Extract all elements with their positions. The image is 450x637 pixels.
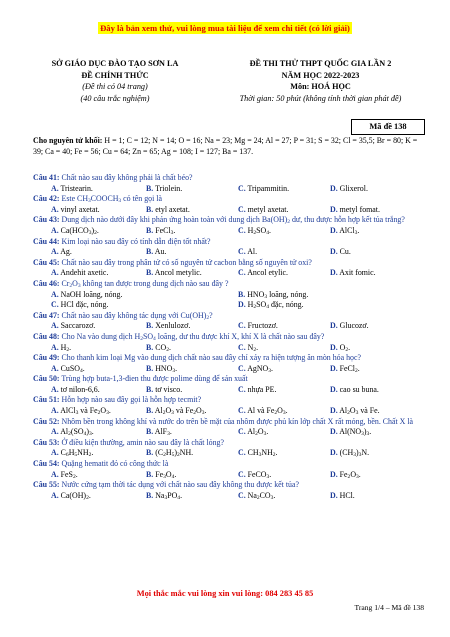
question-number: Câu 54:	[33, 459, 60, 469]
question-stem	[33, 332, 425, 343]
option-letter: C.	[238, 268, 246, 278]
option-text: $HNO_3$ loãng, nóng.	[245, 289, 309, 300]
answer-row	[33, 364, 425, 375]
answer-option-c[interactable]	[238, 184, 330, 195]
option-letter: C.	[238, 490, 246, 500]
option-text: FeS$_2$.	[58, 469, 78, 480]
question-text: Cho Na vào dung dịch $H_2SO_4$ loãng, dư thu được khí X, khí X là chất nào sau đây?	[59, 331, 325, 342]
option-letter: B.	[238, 289, 246, 299]
question-number: Câu 51:	[33, 395, 60, 405]
page-count-note: (Đề thi có 04 trang)	[82, 82, 148, 91]
answer-row	[33, 268, 425, 279]
answer-option-b[interactable]	[146, 184, 238, 195]
option-letter: A.	[51, 204, 59, 214]
answer-row	[33, 321, 425, 332]
option-text: Tristearin.	[58, 183, 93, 193]
option-letter: A.	[51, 448, 59, 458]
answer-option-c[interactable]	[238, 448, 330, 459]
answer-option-a[interactable]	[33, 406, 146, 417]
answer-option-c[interactable]	[238, 343, 330, 354]
option-text: AlCl$_3$.	[337, 225, 360, 236]
answer-option-d[interactable]	[330, 491, 420, 502]
option-text: $CH_3NH_2$.	[245, 448, 278, 459]
option-letter: A.	[51, 427, 59, 437]
question-text: Ở điều kiện thường, amin nào sau đây là chất lỏng?	[59, 437, 224, 447]
answer-option-a[interactable]	[33, 427, 146, 438]
answer-option-b[interactable]	[146, 226, 238, 237]
question-stem	[33, 279, 425, 290]
preview-banner: Đây là bản xem thử, vui lòng mua tài liệu để xem chi tiết (có lời giải)	[100, 23, 350, 33]
answer-option-d[interactable]	[330, 205, 420, 216]
subject: Môn: HOÁ HỌC	[290, 82, 351, 91]
question-text: $Cr_2O_3$ không tan được trong dung dịch nào sau đây ?	[59, 278, 229, 289]
question-text: Dung dịch nào dưới đây khi phản ứng hoàn toàn với dung dịch $Ba(OH)_2$ dư, thu được hỗn hợp kết tủa trắng?	[59, 215, 405, 226]
option-text: $Al_2O_3$.	[245, 427, 269, 438]
option-text: $Na_3PO_4$.	[153, 490, 183, 501]
option-letter: A.	[51, 490, 59, 500]
answer-option-d[interactable]	[238, 300, 422, 311]
answer-option-d[interactable]	[330, 364, 420, 375]
option-letter: A.	[51, 268, 59, 278]
option-text: metyl fomat.	[337, 204, 380, 214]
option-text: $Na_2CO_3$.	[245, 490, 276, 501]
option-text: $H_2SO_4$ đặc, nóng.	[245, 300, 304, 311]
option-letter: D.	[330, 321, 338, 331]
answer-option-a[interactable]	[33, 364, 146, 375]
option-letter: B.	[146, 247, 154, 257]
question-text: Chất nào sau đây không phải là chất béo?	[59, 173, 193, 182]
option-text: CuSO$_4$.	[58, 363, 85, 374]
answer-row	[33, 385, 425, 396]
option-text: $Fe_3O_4$.	[153, 469, 177, 480]
option-letter: C.	[238, 384, 246, 394]
option-text: AlF$_3$.	[153, 427, 172, 438]
option-letter: B.	[146, 225, 154, 235]
option-text: $O_2$.	[337, 342, 351, 353]
answer-option-b[interactable]	[146, 268, 238, 279]
answer-option-a[interactable]	[33, 226, 146, 237]
header-left	[40, 58, 190, 104]
question-text: Hỗn hợp nào sau đây gọi là hỗn hợp tecmit?	[59, 395, 202, 405]
question-text: Quặng hematit đỏ có công thức là	[59, 459, 169, 469]
option-text: vinyl axetat.	[58, 204, 100, 214]
option-text: Tripammitin.	[245, 183, 290, 193]
option-text: Au.	[153, 247, 167, 257]
option-letter: D.	[330, 183, 338, 193]
answer-row	[33, 226, 425, 237]
question-stem	[33, 258, 425, 269]
option-text: $C_6H_5NH_2$.	[58, 448, 94, 459]
option-letter: A.	[51, 225, 59, 235]
option-letter: B.	[146, 384, 154, 394]
answer-option-a[interactable]	[33, 184, 146, 195]
option-text: NaOH loãng, nóng.	[58, 289, 123, 299]
option-letter: D.	[330, 469, 338, 479]
option-text: Andehit axetic.	[58, 268, 109, 278]
question-number: Câu 48:	[33, 331, 60, 341]
option-text: cao su buna.	[337, 384, 379, 394]
option-letter: C.	[238, 427, 246, 437]
school-year: NĂM HỌC 2022-2023	[281, 70, 360, 80]
answer-option-a[interactable]	[33, 205, 146, 216]
option-text: $(CH_3)_3N$.	[337, 448, 370, 459]
answer-option-b[interactable]	[146, 448, 238, 459]
answer-option-c[interactable]	[33, 300, 238, 311]
option-text: Fructozơ.	[245, 321, 278, 331]
question-stem	[33, 237, 425, 248]
answer-row	[33, 427, 425, 438]
atomic-masses-values: H = 1; C = 12; N = 14; O = 16; Na = 23; Mg = 24; Al = 27; P = 31; S = 32; Cl = 35,5; Br = 80; K = 39; Ca = 40; Fe = 56; Cu = 64; Zn = 65; Ag = 108; I = 127; Ba = 137.	[33, 136, 418, 156]
option-letter: B.	[146, 490, 154, 500]
official-label: ĐỀ CHÍNH THỨC	[81, 70, 149, 80]
option-letter: D.	[330, 363, 338, 373]
answer-option-c[interactable]	[238, 226, 330, 237]
option-text: $H_2SO_4$.	[245, 225, 271, 236]
question-text: Cho thanh kim loại Mg vào dung dịch chất nào sau đây chỉ xảy ra hiện tượng ăn mòn hóa học?	[59, 353, 361, 363]
question-text: Chất nào sau đây không tác dụng với $Cu(OH)_2$?	[59, 310, 213, 321]
question-stem	[33, 438, 425, 449]
option-letter: D.	[330, 342, 338, 352]
answer-option-d[interactable]	[330, 427, 420, 438]
option-text: HCl.	[337, 490, 355, 500]
answer-option-b[interactable]	[146, 205, 238, 216]
option-text: $Al_2(SO_4)_3$.	[58, 427, 94, 438]
question-text: Nước cứng tạm thời tác dụng với chất nào sau đây không thu được kết tủa?	[59, 480, 299, 490]
option-letter: D.	[330, 247, 338, 257]
option-text: FeCO$_3$.	[245, 469, 272, 480]
question-count-note: (40 câu trắc nghiệm)	[80, 93, 150, 103]
option-letter: D.	[330, 490, 338, 500]
answer-option-d[interactable]	[330, 247, 420, 258]
option-letter: C.	[238, 183, 246, 193]
option-letter: D.	[330, 384, 338, 394]
option-text: nhựa PE.	[245, 384, 277, 394]
answer-option-a[interactable]	[33, 448, 146, 459]
option-text: Al và $Fe_2O_3$.	[245, 406, 288, 417]
question-number: Câu 47:	[33, 310, 60, 320]
option-text: Triolein.	[153, 183, 183, 193]
option-text: Saccarozơ.	[58, 321, 96, 331]
answer-option-c[interactable]	[238, 268, 330, 279]
answer-option-b[interactable]	[238, 290, 422, 301]
question-number: Câu 41:	[33, 173, 60, 182]
option-text: Ancol metylic.	[153, 268, 202, 278]
answer-row	[33, 343, 425, 354]
question-number: Câu 53:	[33, 437, 60, 447]
option-letter: C.	[238, 247, 246, 257]
option-text: Axit fomic.	[337, 268, 376, 278]
answer-row	[33, 205, 425, 216]
answer-option-b[interactable]	[146, 343, 238, 354]
option-letter: A.	[51, 363, 59, 373]
answer-option-b[interactable]	[146, 364, 238, 375]
option-text: $Ca(HCO_3)_2$.	[58, 225, 99, 236]
option-text: Cu.	[337, 247, 351, 257]
question-number: Câu 55:	[33, 480, 60, 490]
answer-option-c[interactable]	[238, 427, 330, 438]
option-text: Glucozơ.	[337, 321, 369, 331]
answer-option-b[interactable]	[146, 491, 238, 502]
question-stem	[33, 374, 425, 385]
answer-option-a[interactable]	[33, 470, 146, 481]
option-letter: C.	[238, 342, 246, 352]
answer-option-c[interactable]	[238, 205, 330, 216]
option-letter: C.	[238, 448, 246, 458]
option-letter: D.	[330, 225, 338, 235]
option-text: FeCl$_3$.	[153, 225, 176, 236]
option-letter: D.	[330, 448, 338, 458]
answer-option-d[interactable]	[330, 321, 420, 332]
option-letter: B.	[146, 342, 154, 352]
answer-row	[33, 448, 425, 459]
option-letter: C.	[238, 469, 246, 479]
contact-footer: Mọi thắc mắc vui lòng xin vui lòng: 084 283 45 85	[136, 589, 314, 598]
option-text: metyl axetat.	[245, 204, 289, 214]
answer-option-a[interactable]	[33, 343, 146, 354]
option-text: Ancol etylic.	[245, 268, 288, 278]
option-letter: C.	[238, 363, 246, 373]
header-right	[218, 58, 423, 104]
answer-option-a[interactable]	[33, 491, 146, 502]
option-letter: B.	[146, 204, 154, 214]
question-text: Chất nào sau đây trong phân tử có số nguyên tử cacbon bằng số nguyên tử oxi?	[59, 257, 312, 267]
answer-row	[33, 470, 425, 481]
option-letter: A.	[51, 321, 59, 331]
option-letter: B.	[146, 268, 154, 278]
question-text: Nhôm bền trong không khí và nước do trên bề mặt của nhôm được phủ kín lớp chất X rất mỏng, bền. Chất X là	[59, 416, 414, 426]
option-letter: A.	[51, 183, 59, 193]
option-text: AlCl$_3$ và $Fe_2O_3$.	[58, 406, 111, 417]
answer-option-d[interactable]	[330, 385, 420, 396]
option-letter: A.	[51, 406, 59, 416]
answer-option-c[interactable]	[238, 470, 330, 481]
answer-option-a[interactable]	[33, 247, 146, 258]
answer-row	[33, 491, 425, 502]
option-text: $Al(NO_3)_3$.	[337, 427, 372, 438]
option-letter: B.	[146, 406, 154, 416]
atomic-masses-label: Cho nguyên tử khối:	[33, 136, 103, 145]
option-letter: A.	[51, 247, 59, 257]
option-letter: C.	[238, 321, 246, 331]
option-letter: C.	[238, 204, 246, 214]
answer-option-b[interactable]	[146, 470, 238, 481]
option-letter: D.	[238, 300, 246, 310]
question-stem	[33, 311, 425, 322]
answer-row	[33, 184, 425, 195]
option-letter: C.	[51, 300, 59, 310]
option-letter: B.	[146, 321, 154, 331]
question-number: Câu 52:	[33, 416, 60, 426]
option-letter: B.	[146, 183, 154, 193]
question-number: Câu 49:	[33, 353, 60, 363]
exam-code-box: Mã đề 138	[351, 119, 425, 135]
option-text: $Al_2O_3$ và Fe.	[337, 406, 380, 417]
answer-option-b[interactable]	[146, 427, 238, 438]
answer-option-c[interactable]	[238, 385, 330, 396]
option-text: Ag.	[58, 247, 72, 257]
answer-option-b[interactable]	[146, 321, 238, 332]
question-stem	[33, 353, 425, 364]
answer-row	[33, 300, 425, 311]
question-stem	[33, 459, 425, 470]
option-text: FeCl$_2$.	[337, 363, 360, 374]
option-letter: A.	[51, 289, 59, 299]
question-stem	[33, 417, 425, 428]
option-letter: D.	[330, 204, 338, 214]
answer-option-b[interactable]	[146, 385, 238, 396]
answer-option-a[interactable]	[33, 385, 146, 396]
option-letter: D.	[330, 406, 338, 416]
question-number: Câu 45:	[33, 257, 60, 267]
option-letter: A.	[51, 469, 59, 479]
answer-option-c[interactable]	[238, 406, 330, 417]
atomic-masses	[33, 136, 425, 157]
time-limit: Thời gian: 50 phút (không tính thời gian phát đề)	[239, 93, 402, 103]
option-letter: C.	[238, 225, 246, 235]
option-text: $CO_2$.	[153, 342, 171, 353]
option-letter: B.	[146, 469, 154, 479]
option-text: $H_2$.	[58, 342, 72, 353]
option-text: $N_2$.	[245, 342, 259, 353]
question-stem	[33, 173, 425, 184]
answer-option-c[interactable]	[238, 364, 330, 375]
question-stem	[33, 395, 425, 406]
answer-row	[33, 247, 425, 258]
option-text: tơ visco.	[153, 384, 183, 394]
answer-option-a[interactable]	[33, 268, 146, 279]
option-text: HCl đặc, nóng.	[58, 300, 109, 310]
option-text: $Fe_2O_3$.	[337, 469, 361, 480]
option-letter: C.	[238, 406, 246, 416]
question-stem	[33, 194, 425, 205]
department-name: SỞ GIÁO DỤC ĐÀO TẠO SƠN LA	[51, 59, 179, 68]
option-letter: B.	[146, 363, 154, 373]
option-letter: A.	[51, 384, 59, 394]
page-number: Trang 1/4 – Mã đề 138	[354, 603, 424, 612]
answer-option-a[interactable]	[33, 290, 238, 301]
answer-option-c[interactable]	[238, 321, 330, 332]
question-text: Este $CH_3COOCH_3$ có tên gọi là	[59, 194, 162, 205]
question-stem	[33, 215, 425, 226]
answer-option-d[interactable]	[330, 184, 420, 195]
question-number: Câu 50:	[33, 374, 60, 384]
option-letter: B.	[146, 448, 154, 458]
answer-option-c[interactable]	[238, 491, 330, 502]
question-number: Câu 43:	[33, 215, 60, 225]
question-text: Trùng hợp buta-1,3-đien thu được polime dùng để sản xuất	[59, 374, 248, 384]
question-text: Kim loại nào sau đây có tính dẫn điện tốt nhất?	[59, 236, 211, 246]
answer-option-d[interactable]	[330, 226, 420, 237]
option-text: $HNO_3$.	[153, 363, 178, 374]
option-text: Glixerol.	[337, 183, 368, 193]
answer-option-b[interactable]	[146, 247, 238, 258]
answer-option-d[interactable]	[330, 470, 420, 481]
option-letter: D.	[330, 268, 338, 278]
question-list	[33, 173, 425, 501]
answer-option-d[interactable]	[330, 406, 420, 417]
option-text: AgNO$_3$.	[245, 363, 273, 374]
option-text: $(C_2H_5)_2NH$.	[153, 448, 194, 459]
question-stem	[33, 480, 425, 491]
option-text: Xenlulozơ.	[153, 321, 191, 331]
option-letter: D.	[330, 427, 338, 437]
answer-row	[33, 290, 425, 301]
answer-option-d[interactable]	[330, 343, 420, 354]
answer-option-d[interactable]	[330, 448, 420, 459]
option-text: Al.	[245, 247, 258, 257]
question-number: Câu 42:	[33, 194, 60, 204]
option-letter: A.	[51, 342, 59, 352]
option-text: $Ca(OH)_2$.	[58, 490, 91, 501]
option-letter: B.	[146, 427, 154, 437]
question-number: Câu 44:	[33, 236, 60, 246]
answer-option-a[interactable]	[33, 321, 146, 332]
option-text: $Al_2O_3$ và $Fe_2O_3$.	[153, 406, 207, 417]
question-number: Câu 46:	[33, 278, 60, 288]
exam-title: ĐỀ THI THỬ THPT QUỐC GIA LẦN 2	[249, 59, 392, 68]
option-text: etyl axetat.	[153, 204, 190, 214]
answer-option-c[interactable]	[238, 247, 330, 258]
answer-row	[33, 406, 425, 417]
option-text: tơ nilon-6,6.	[58, 384, 100, 394]
answer-option-d[interactable]	[330, 268, 420, 279]
answer-option-b[interactable]	[146, 406, 238, 417]
